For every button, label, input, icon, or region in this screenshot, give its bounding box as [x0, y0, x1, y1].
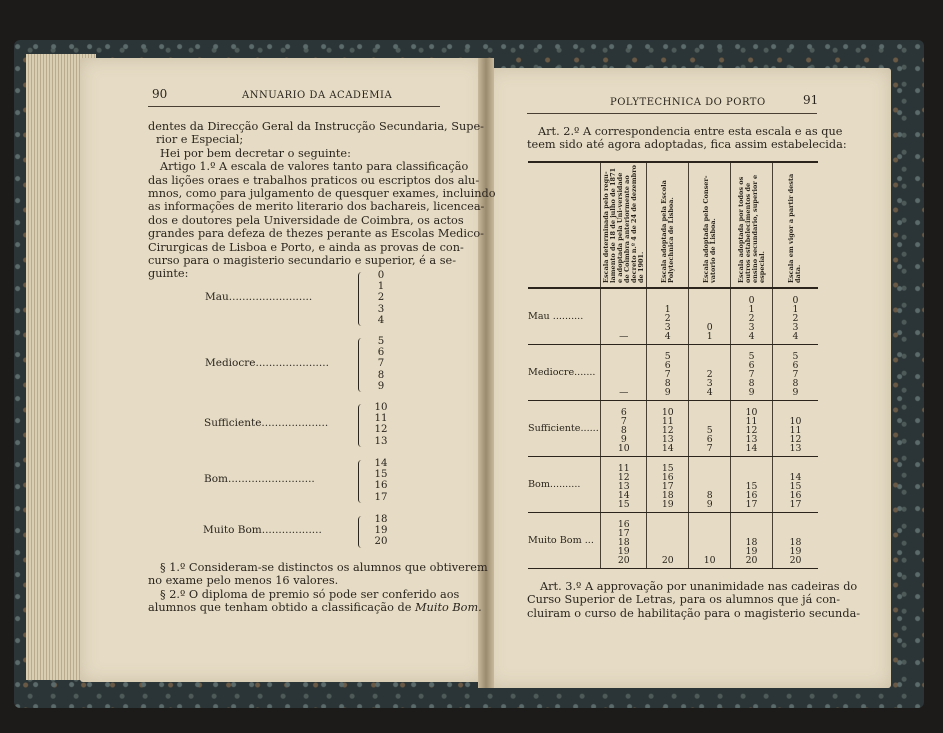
table-cell — [647, 288, 689, 344]
scale-brace — [358, 404, 365, 447]
table-cell — [772, 512, 818, 568]
footnote-line — [160, 561, 488, 574]
table-value: 9 — [620, 433, 627, 445]
table-value: — — [619, 386, 629, 398]
table-value: 18 — [661, 489, 674, 501]
paragraph-line: Cirurgicas de Lisboa e Porto, e ainda as provas de con- — [148, 240, 464, 254]
scale-value: 1 — [377, 281, 385, 293]
table-value: 10 — [789, 415, 802, 427]
table-value: 2 — [792, 312, 799, 324]
intro-line: teem sido até agora adoptadas, fica assim estabelecida: — [527, 138, 847, 152]
paragraph-line: as informações de merito literario dos bachareis, licencea- — [148, 200, 485, 214]
table-value: 9 — [792, 386, 799, 398]
table-row-label: Bom.......... — [528, 456, 601, 512]
table-value: 14 — [789, 471, 802, 483]
intro-line: Art. 2.º A correspondencia entre esta escala e as que — [538, 125, 843, 138]
table-cell — [772, 456, 818, 512]
table-value: 18 — [745, 536, 758, 548]
table-value: 12 — [745, 424, 758, 436]
scale-value: 13 — [374, 435, 388, 447]
table-value: 17 — [789, 498, 802, 510]
table-value: 16 — [617, 518, 630, 530]
closing-line: cluiram o curso de habilitação para o magisterio secunda- — [527, 606, 861, 620]
scale-value: 9 — [377, 380, 385, 392]
book-gutter — [478, 58, 494, 688]
table-row-label: Mau .......... — [528, 288, 601, 344]
table-row-label: Sufficiente...... — [528, 400, 601, 456]
scale-value: 18 — [374, 514, 388, 525]
paragraph-line: Hei por bem decretar o seguinte: — [160, 146, 351, 160]
right-running-head: POLYTECHNICA DO PORTO — [610, 97, 766, 108]
table-value: 9 — [748, 386, 755, 398]
footnote-text: § 2.º O diploma de premio só pode ser conferido aos — [160, 587, 460, 601]
scale-value: 5 — [377, 336, 385, 347]
paragraph-line: Artigo 1.º A escala de valores tanto para classificação — [160, 160, 469, 174]
table-value: 19 — [661, 498, 674, 510]
scale-value: 15 — [374, 469, 388, 481]
table-value: 2 — [664, 312, 671, 324]
table-row — [528, 344, 818, 400]
table-cell — [647, 344, 689, 400]
table-header-text: Escala determinada pelo regu-lamento de 18 de julho de 1871 e adoptada pela Uni-versidade de Coimbra anteriormente ao decreto n.º 4 de 24 de dezembro de 1901. — [601, 164, 645, 283]
table-value: 10 — [661, 406, 674, 418]
footnote-text: alumnos que tenham obtido a classificação de — [148, 601, 412, 615]
correspondence-table — [528, 161, 818, 569]
footnote-line — [160, 588, 459, 601]
table-value: 6 — [792, 359, 799, 371]
table-value: 15 — [617, 498, 630, 510]
table-cell — [689, 456, 731, 512]
right-page-number: 91 — [803, 93, 819, 107]
table-cell — [647, 400, 689, 456]
table-body — [528, 288, 818, 568]
scale-label: Mediocre...................... — [205, 357, 329, 369]
table-cell — [601, 400, 647, 456]
footnote-line — [148, 574, 338, 587]
table-value: 17 — [661, 480, 674, 492]
table-value: 8 — [664, 377, 671, 389]
footnote-line — [148, 601, 482, 614]
right-header-rule — [527, 113, 817, 114]
scale-value: 2 — [377, 292, 385, 304]
table-value: 2 — [706, 368, 713, 380]
table-cell — [772, 288, 818, 344]
scale-value: 4 — [377, 314, 385, 326]
table-value: 15 — [789, 480, 802, 492]
table-value: — — [619, 330, 629, 342]
scale-value: 11 — [374, 413, 388, 425]
table-value: 10 — [745, 406, 758, 418]
table-value: 15 — [661, 462, 674, 474]
scale-label: Muito Bom.................. — [203, 523, 322, 536]
table-value: 17 — [745, 498, 758, 510]
table-value: 9 — [706, 498, 713, 510]
table-value: 13 — [617, 480, 630, 492]
table-value: 5 — [792, 350, 799, 362]
left-page-number: 90 — [152, 87, 168, 101]
table-value: 4 — [792, 330, 799, 342]
table-value: 6 — [748, 359, 755, 371]
table-header-text: Escala adoptada pela Escola Polytechnica de Lisboa. — [659, 179, 675, 283]
table-value: 3 — [792, 321, 799, 333]
table-value: 7 — [792, 368, 799, 380]
left-header-rule — [148, 106, 440, 107]
table-value: 8 — [748, 377, 755, 389]
table-header-text: Escala em vigor a partir desta data. — [787, 173, 803, 283]
table-value: 4 — [748, 330, 755, 342]
table-value: 6 — [664, 359, 671, 371]
paragraph-line: curso para o magisterio secundario e superior, é a se- — [148, 254, 457, 267]
table-cell — [731, 456, 773, 512]
table-header-cell — [731, 162, 773, 288]
paragraph-line: rior e Especial; — [156, 133, 244, 147]
table-value: 11 — [745, 415, 758, 427]
table-row — [528, 288, 818, 344]
table-value: 16 — [789, 489, 802, 501]
table-header-cell — [601, 162, 647, 288]
table-value: 8 — [792, 377, 799, 389]
table-cell — [601, 512, 647, 568]
table-value: 7 — [620, 415, 627, 427]
table-value: 0 — [706, 321, 713, 333]
closing-line: Curso Superior de Letras, para os alumnos que já con- — [527, 593, 841, 607]
table-value: 2 — [748, 312, 755, 324]
table-value: 15 — [745, 480, 758, 492]
table-cell — [689, 288, 731, 344]
scale-brace — [358, 338, 365, 392]
table-value: 10 — [617, 442, 630, 454]
table-value: 8 — [620, 424, 627, 436]
table-value: 12 — [617, 471, 630, 483]
scale-value: 6 — [377, 347, 385, 359]
paragraph-line: dos e doutores pela Universidade de Coimbra, os actos — [148, 213, 464, 227]
table-value: 3 — [748, 321, 755, 333]
table-value: 7 — [664, 368, 671, 380]
table-cell — [601, 456, 647, 512]
table-cell — [647, 456, 689, 512]
table-header-cell — [528, 162, 601, 288]
table-cell — [689, 344, 731, 400]
table-value: 18 — [617, 536, 630, 548]
table-value: 10 — [703, 554, 716, 566]
table-value: 11 — [661, 415, 674, 427]
table-header-cell — [689, 162, 731, 288]
table-cell — [647, 512, 689, 568]
closing-line: Art. 3.º A approvação por unanimidade nas cadeiras do — [540, 580, 858, 593]
table-value: 14 — [745, 442, 758, 454]
table-cell — [601, 344, 647, 400]
table-value: 4 — [664, 330, 671, 342]
table-value: 1 — [792, 303, 799, 315]
paragraph-line: grandes para defeza de thezes perante as Escolas Medico- — [148, 227, 484, 241]
paragraph-line: dentes da Direcção Geral da Instrucção Secundaria, Supe- — [148, 120, 484, 133]
table-header-cell — [772, 162, 818, 288]
table-value: 1 — [748, 303, 755, 315]
table-header-text: Escala adoptada por todos os outros estabelecimentos de ensino secundario, superior e especial. — [736, 174, 766, 283]
table-row-label: Muito Bom ... — [528, 512, 601, 568]
scale-label: Sufficiente.................... — [204, 417, 329, 430]
table-cell — [689, 512, 731, 568]
table-cell — [731, 400, 773, 456]
table-value: 3 — [706, 377, 713, 389]
table-row — [528, 456, 818, 512]
table-value: 7 — [748, 368, 755, 380]
table-cell — [731, 288, 773, 344]
table-value: 16 — [745, 489, 758, 501]
table-cell — [731, 344, 773, 400]
table-value: 19 — [789, 545, 802, 557]
scale-brace — [358, 272, 365, 326]
footnote-text: no exame pelo menos 16 valores. — [148, 574, 339, 588]
table-value: 0 — [748, 294, 755, 306]
scale-value: 3 — [377, 303, 385, 315]
table-value: 12 — [789, 433, 802, 445]
table-value: 14 — [661, 442, 674, 454]
table-cell — [731, 512, 773, 568]
table-value: 12 — [661, 424, 674, 436]
table-row — [528, 512, 818, 568]
table-value: 7 — [706, 442, 713, 454]
table-value: 11 — [789, 424, 802, 436]
footnote-text: § 1.º Consideram-se distinctos os alumnos que obtiverem — [160, 561, 488, 574]
table-cell — [601, 288, 647, 344]
table-value: 20 — [789, 554, 802, 566]
table-row-label: Mediocre....... — [528, 344, 601, 400]
table-cell — [772, 344, 818, 400]
table-value: 19 — [617, 545, 630, 557]
table-value: 20 — [661, 554, 674, 566]
scale-value: 7 — [377, 358, 385, 370]
table-header-row — [528, 162, 818, 288]
scale-value: 14 — [374, 458, 388, 469]
paragraph-line: mnos, como para julgamento de quesquer exames, incluindo — [148, 187, 496, 200]
table-value: 3 — [664, 321, 671, 333]
scale-value: 17 — [374, 491, 388, 503]
table-value: 0 — [792, 294, 799, 306]
scale-value: 19 — [374, 525, 388, 537]
footnote-emphasis: Muito Bom. — [414, 601, 482, 615]
table-value: 16 — [661, 471, 674, 483]
table-value: 5 — [748, 350, 755, 362]
scale-value: 16 — [374, 480, 388, 492]
scale-value: 0 — [377, 270, 385, 281]
scale-label: Mau......................... — [205, 291, 313, 303]
scale-brace — [358, 460, 365, 503]
scale-value: 8 — [377, 369, 385, 381]
paragraph-line: das lições oraes e trabalhos praticos ou escriptos dos alu- — [148, 173, 480, 187]
scale-value: 12 — [374, 424, 388, 436]
table-value: 4 — [706, 386, 713, 398]
table-value: 1 — [664, 303, 671, 315]
table-value: 13 — [661, 433, 674, 445]
table-row — [528, 400, 818, 456]
table-value: 20 — [745, 554, 758, 566]
table-value: 6 — [620, 406, 627, 418]
table-value: 8 — [706, 489, 713, 501]
table-value: 9 — [664, 386, 671, 398]
table-value: 1 — [706, 330, 713, 342]
table-value: 14 — [617, 489, 630, 501]
paragraph-line: guinte: — [148, 267, 189, 281]
table-value: 20 — [617, 554, 630, 566]
scale-value: 10 — [374, 402, 388, 413]
table-value: 19 — [745, 545, 758, 557]
table-value: 6 — [706, 433, 713, 445]
scale-label: Bom.......................... — [204, 473, 315, 486]
table-cell — [772, 400, 818, 456]
table-header-cell — [647, 162, 689, 288]
table-value: 18 — [789, 536, 802, 548]
scale-value: 20 — [374, 536, 388, 548]
table-cell — [689, 400, 731, 456]
table-value: 11 — [617, 462, 630, 474]
table-value: 5 — [664, 350, 671, 362]
table-value: 13 — [789, 442, 802, 454]
table-value: 13 — [745, 433, 758, 445]
table-value: 17 — [617, 527, 630, 539]
scale-brace — [358, 516, 365, 548]
left-running-head: ANNUARIO DA ACADEMIA — [242, 90, 393, 101]
table-value: 5 — [706, 424, 713, 436]
table-header-text: Escala adoptada pelo Conser-vatorio de Lisboa. — [701, 175, 717, 283]
